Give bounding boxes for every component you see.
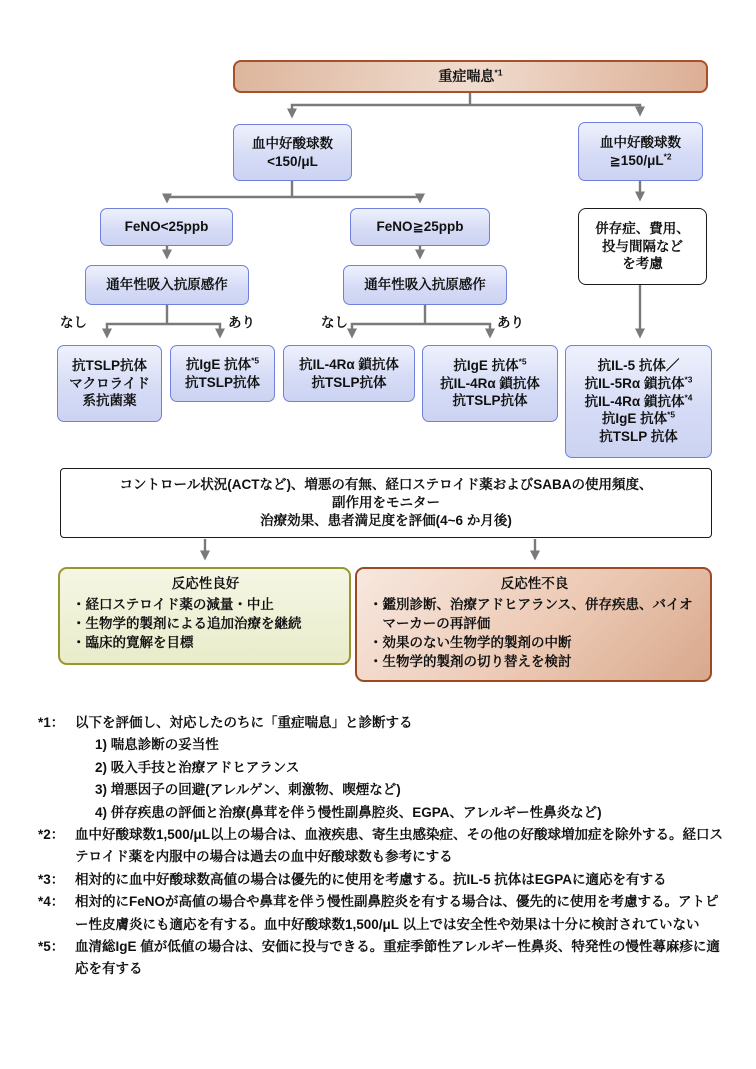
node-tx-il4ra-tslp: 抗IL-4Rα 鎖抗体 抗TSLP抗体 xyxy=(283,345,415,402)
node-severe-asthma-label: 重症喘息$^{*1}$ xyxy=(438,67,503,85)
node-sensitization-left: 通年性吸入抗原感作 xyxy=(85,265,249,305)
node-feno-high: FeNO≧25ppb xyxy=(350,208,490,246)
node-feno-low: FeNO<25ppb xyxy=(100,208,233,246)
label-nashi-right-branch: なし xyxy=(321,315,348,330)
footnote-marker-1: *1 xyxy=(494,67,503,78)
node-tx-ige-il4ra-tslp: 抗IgE 抗体$^{*5}$ 抗IL-4Rα 鎖抗体 抗TSLP抗体 xyxy=(422,345,558,422)
footnote-marker-2: *2 xyxy=(663,151,672,161)
footnote-2: *2： 血中好酸球数1,500/μL以上の場合は、血液疾患、寄生虫感染症、その他の好酸球増加症を除外する。経口ステロイド薬を内服中の場合は過去の血中好酸球数も参考にする xyxy=(38,827,724,865)
footnote-5: *5： 血清総IgE 値が低値の場合は、安価に投与できる。重症季節性アレルギー性鼻炎、特発性の慢性蕁麻疹に適応を有する xyxy=(38,939,720,977)
footnote-marker-5: *5 xyxy=(251,355,260,366)
footnote-4: *4： 相対的にFeNOが高値の場合や鼻茸を伴う慢性副鼻腔炎を有する場合は、優先的に使用を考慮する。アトピー性皮膚炎にも適応を有する。血中好酸球数1,500/μL 以上では安全性や効果は十分に検討されていない xyxy=(38,894,719,932)
node-monitor: コントロール状況(ACTなど)、増悪の有無、経口ステロイド薬およびSABAの使用頻度、 副作用をモニター 治療効果、患者満足度を評価(4~6 か月後) xyxy=(60,468,712,538)
node-response-good: 反応性良好 ・経口ステロイド薬の減量・中止 ・生物学的製剤による追加治療を継続 ・臨床的寛解を目標 xyxy=(58,567,351,665)
footnote-marker-5: *5 xyxy=(667,409,676,420)
node-response-poor: 反応性不良 ・鑑別診断、治療アドヒアランス、併存疾患、バイオマーカーの再評価 ・効果のない生物学的製剤の中断 ・生物学的製剤の切り替えを検討 xyxy=(355,567,712,682)
node-tx-anti-tslp-macrolide: 抗TSLP抗体 マクロライド 系抗菌薬 xyxy=(57,345,162,422)
node-eos-low: 血中好酸球数 <150/μL xyxy=(233,124,352,181)
label-ari-left-branch: あり xyxy=(228,315,255,330)
footnote-1-sub-3: 3) 増悪因子の回避(アレルゲン、刺激物、喫煙など) xyxy=(95,782,401,798)
footnote-marker-3: *3 xyxy=(684,374,693,385)
label-nashi-left-branch: なし xyxy=(60,315,87,330)
footnotes-block xyxy=(38,712,728,981)
footnote-1-sub-1: 1) 喘息診断の妥当性 xyxy=(95,737,219,753)
node-eos-high: 血中好酸球数 $≧150/\mu L^{*2}$ xyxy=(578,122,703,181)
node-consider-factors: 併存症、費用、 投与間隔など を考慮 xyxy=(578,208,707,285)
node-tx-ige-tslp: 抗IgE 抗体$^{*5}$ 抗TSLP抗体 xyxy=(170,345,275,402)
footnote-1: *1： 以下を評価し、対応したのちに「重症喘息」と診断する 1) 喘息診断の妥当性 2) 吸入手技と治療アドヒアランス 3) 増悪因子の回避(アレルゲン、刺激物、喫煙など) 4) 併存疾患の評価と治療(鼻茸を伴う慢性副鼻腔炎、EGPA、アレルギー性鼻炎など) xyxy=(38,712,728,824)
footnote-1-sub-2: 2) 吸入手技と治療アドヒアランス xyxy=(95,759,300,775)
footnote-1-sub-4: 4) 併存疾患の評価と治療(鼻茸を伴う慢性副鼻腔炎、EGPA、アレルギー性鼻炎など) xyxy=(95,804,602,820)
footnote-3: *3： 相対的に血中好酸球数高値の場合は優先的に使用を考慮する。抗IL-5 抗体はEGPAに適応を有する xyxy=(38,871,667,887)
node-tx-il5-list: 抗IL-5 抗体／ 抗IL-5Rα 鎖抗体$^{*3}$ 抗IL-4Rα 鎖抗体$^{*4}$ 抗IgE 抗体$^{*5}$ 抗TSLP 抗体 xyxy=(565,345,712,458)
footnote-marker-4: *4 xyxy=(684,392,693,403)
node-sensitization-right: 通年性吸入抗原感作 xyxy=(343,265,507,305)
footnote-marker-5: *5 xyxy=(518,356,527,367)
response-poor-title: 反応性不良 xyxy=(500,576,569,591)
label-ari-right-branch: あり xyxy=(497,315,524,330)
response-good-title: 反応性良好 xyxy=(171,576,240,591)
node-severe-asthma xyxy=(233,60,708,93)
